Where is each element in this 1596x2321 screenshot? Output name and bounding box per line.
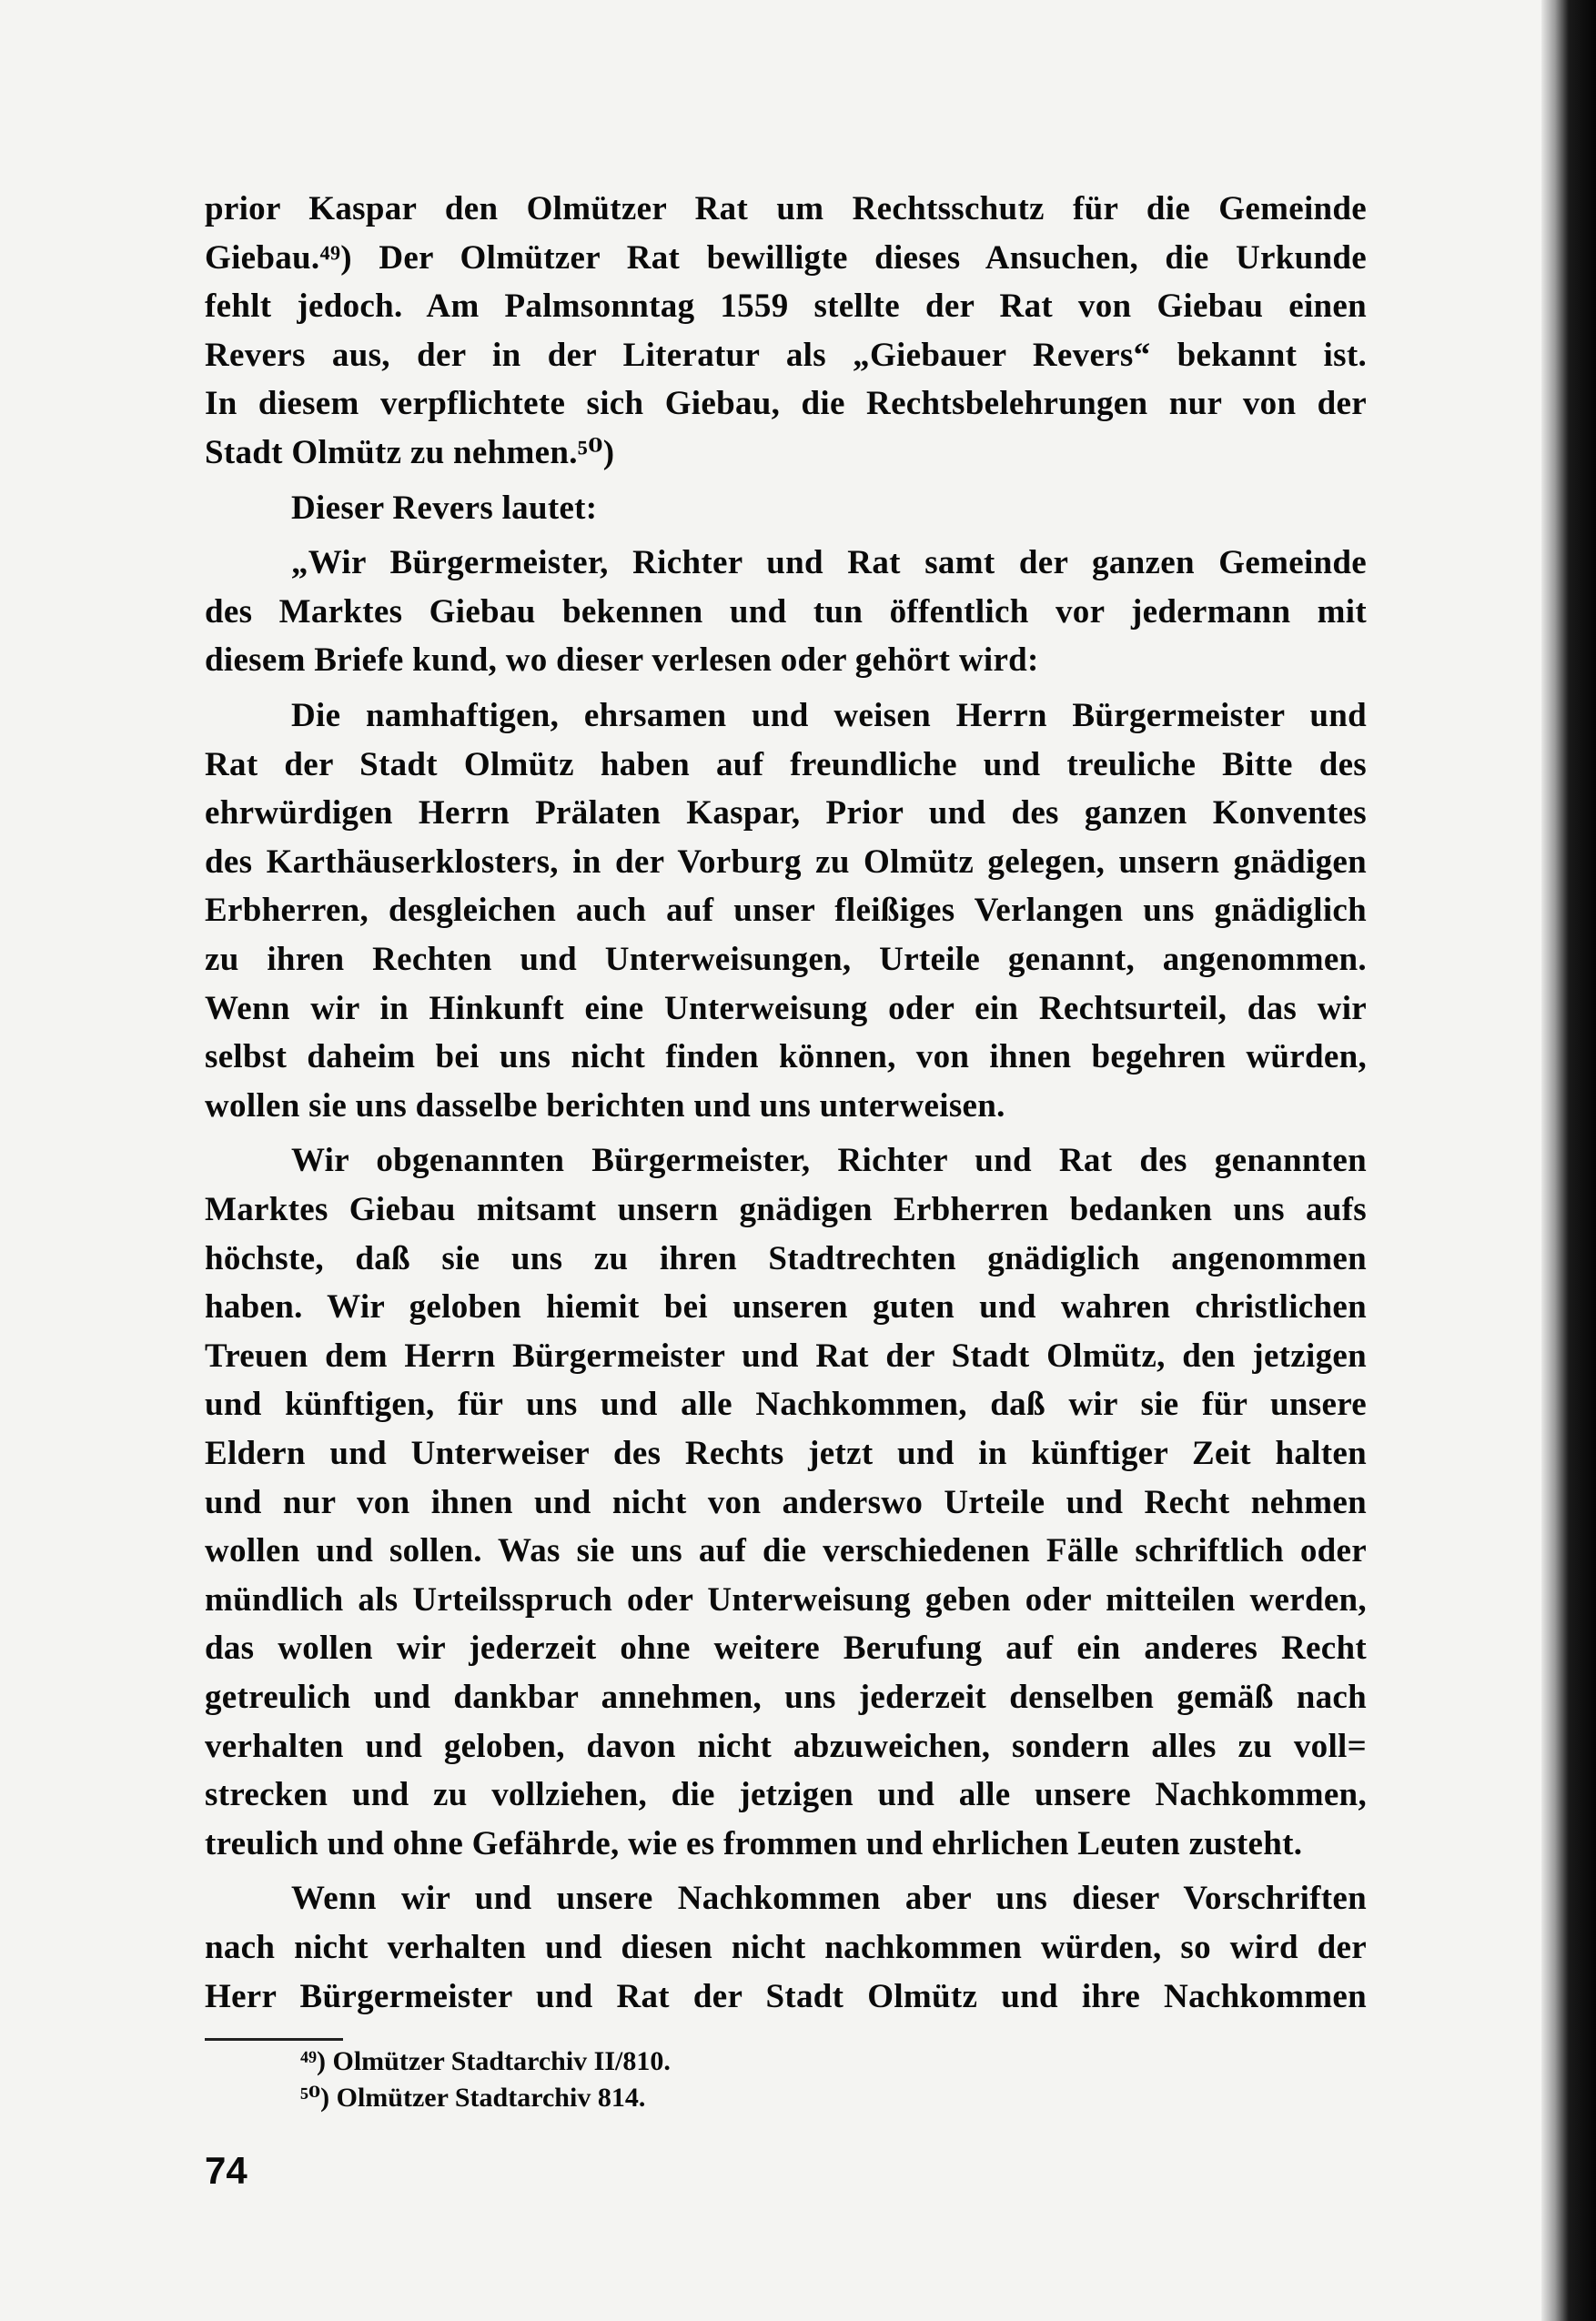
text-line: zu ihren Rechten und Unterweisungen, Urteile genannt, angenommen.	[205, 941, 1367, 978]
text-line: Erbherren, desgleichen auch auf unser fleißiges Verlangen uns gnädiglich	[205, 892, 1367, 930]
footnote-rule	[205, 2038, 343, 2041]
text-line: Wenn wir und unsere Nachkommen aber uns dieser Vorschriften	[291, 1880, 1367, 1918]
text-line: wollen sie uns dasselbe berichten und uns unterweisen.	[205, 1086, 1005, 1125]
text-line: diesem Briefe kund, wo dieser verlesen oder gehört wird:	[205, 641, 1039, 680]
text-line: und nur von ihnen und nicht von anderswo Urteile und Recht nehmen	[205, 1483, 1367, 1521]
text-line: nach nicht verhalten und diesen nicht nachkommen würden, so wird der	[205, 1929, 1367, 1966]
text-line: Eldern und Unterweiser des Rechts jetzt und in künftiger Zeit halten	[205, 1435, 1367, 1472]
text-line: des Marktes Giebau bekennen und tun öffentlich vor jedermann mit	[205, 592, 1367, 631]
text-line: treulich und ohne Gefährde, wie es frommen und ehrlichen Leuten zusteht.	[205, 1824, 1303, 1862]
text-line: strecken und zu vollziehen, die jetzigen und alle unsere Nachkommen,	[205, 1776, 1367, 1814]
text-line: prior Kaspar den Olmützer Rat um Rechtsschutz für die Gemeinde	[205, 190, 1367, 227]
text-line: „Wir Bürgermeister, Richter und Rat samt der ganzen Gemeinde	[291, 544, 1367, 582]
text-line: und künftigen, für uns und alle Nachkommen, daß wir sie für unsere	[205, 1386, 1367, 1424]
text-line: Herr Bürgermeister und Rat der Stadt Olmütz und ihre Nachkommen	[205, 1977, 1367, 2015]
footnote-49: ⁴⁹) Olmützer Stadtarchiv II/810.	[300, 2046, 671, 2076]
text-line: Stadt Olmütz zu nehmen.⁵⁰)	[205, 434, 615, 471]
text-line: ehrwürdigen Herrn Prälaten Kaspar, Prior und des ganzen Konventes	[205, 794, 1367, 833]
text-line: höchste, daß sie uns zu ihren Stadtrechten gnädiglich angenommen	[205, 1239, 1367, 1277]
text-line: Wir obgenannten Bürgermeister, Richter und Rat des genannten	[291, 1142, 1367, 1180]
text-line: fehlt jedoch. Am Palmsonntag 1559 stellte der Rat von Giebau einen	[205, 288, 1367, 326]
text-line: das wollen wir jederzeit ohne weitere Berufung auf ein anderes Recht	[205, 1630, 1367, 1668]
text-line: Treuen dem Herrn Bürgermeister und Rat der Stadt Olmütz, den jetzigen	[205, 1337, 1367, 1375]
scan-border	[1541, 0, 1596, 2321]
text-line: Die namhaftigen, ehrsamen und weisen Herrn Bürgermeister und	[291, 697, 1367, 734]
text-line: verhalten und geloben, davon nicht abzuweichen, sondern alles zu voll=	[205, 1727, 1367, 1765]
footnote-50: ⁵⁰) Olmützer Stadtarchiv 814.	[300, 2083, 646, 2113]
text-line: Marktes Giebau mitsamt unsern gnädigen Erbherren bedanken uns aufs	[205, 1191, 1367, 1228]
page-number: 74	[205, 2149, 247, 2192]
text-line: Wenn wir in Hinkunft eine Unterweisung oder ein Rechtsurteil, das wir	[205, 989, 1367, 1027]
text-line: getreulich und dankbar annehmen, uns jederzeit denselben gemäß nach	[205, 1679, 1367, 1716]
text-line: haben. Wir geloben hiemit bei unseren guten und wahren christlichen	[205, 1288, 1367, 1327]
text-line: Giebau.⁴⁹) Der Olmützer Rat bewilligte dieses Ansuchen, die Urkunde	[205, 238, 1367, 277]
text-line: wollen und sollen. Was sie uns auf die verschiedenen Fälle schriftlich oder	[205, 1532, 1367, 1570]
text-line: selbst daheim bei uns nicht finden können, von ihnen begehren würden,	[205, 1038, 1367, 1076]
text-line: Rat der Stadt Olmütz haben auf freundliche und treuliche Bitte des	[205, 745, 1367, 783]
text-line: Revers aus, der in der Literatur als „Giebauer Revers“ bekannt ist.	[205, 336, 1367, 374]
text-line: des Karthäuserklosters, in der Vorburg zu Olmütz gelegen, unsern gnädigen	[205, 843, 1367, 881]
text-line: Dieser Revers lautet:	[291, 489, 598, 527]
text-line: mündlich als Urteilsspruch oder Unterweisung geben oder mitteilen werden,	[205, 1580, 1367, 1619]
text-line: In diesem verpflichtete sich Giebau, die Rechtsbelehrungen nur von der	[205, 385, 1367, 423]
